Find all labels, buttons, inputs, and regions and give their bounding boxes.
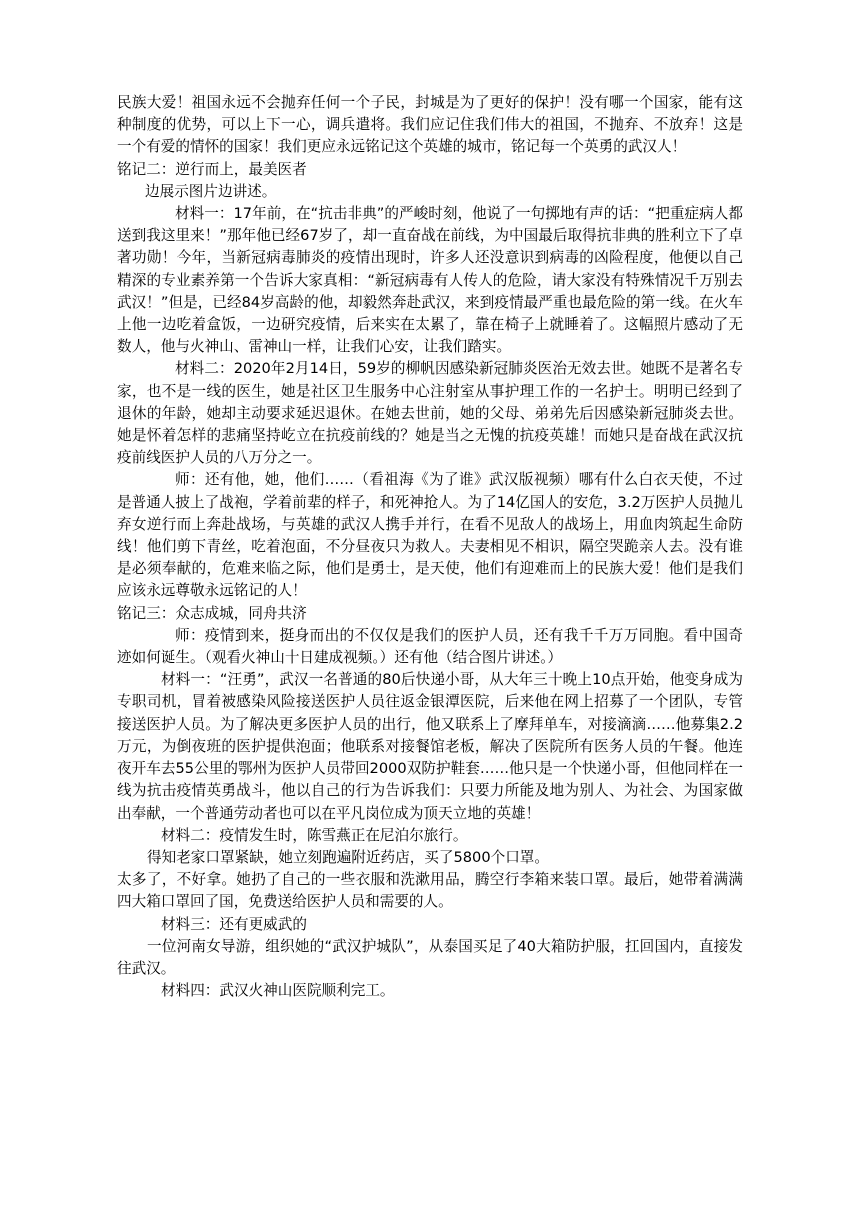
- paragraph-teacher-compatriots: 师：疫情到来，挺身而出的不仅仅是我们的医护人员，还有我千千万万同胞。看中国奇迹如何诞生。（观看火神山十日建成视频。）还有他（结合图片讲述。）: [117, 626, 743, 667]
- paragraph-material-two-nurse: 材料二：2020年2月14日，59岁的柳帆因感染新冠肺炎医治无效去世。她既不是著名专家，也不是一线的医生，她是社区卫生服务中心注射室从事护理工作的一名护士。明明已经到了退休的年龄，她却主动要求延迟退休。在她去世前，她的父母、弟弟先后因感染新冠肺炎去世。她是怀着怎样的悲痛坚持屹立在抗疫前线的？她是当之无愧的抗疫英雄！而她只是奋战在武汉抗疫前线医护人员的八万分之一。: [117, 360, 743, 467]
- paragraph-material-one-doctor: 材料一：17年前，在“抗击非典”的严峻时刻，他说了一句掷地有声的话：“把重症病人都送到我这里来！”那年他已经67岁了，却一直奋战在前线，为中国最后取得抗非典的胜利立下了卓著功勋！今年，当新冠病毒肺炎的疫情出现时，许多人还没意识到病毒的凶险程度，他便以自己精深的专业素养第一个告诉大家真相：“新冠病毒有人传人的危险，请大家没有特殊情况千万别去武汉！”但是，已经84岁高龄的他，却毅然奔赴武汉，来到疫情最严重也最危险的第一线。在火车上他一边吃着盒饭，一边研究疫情，后来实在太累了，靠在椅子上就睡着了。这幅照片感动了无数人，他与火神山、雷神山一样，让我们心安，让我们踏实。: [117, 205, 743, 356]
- section-heading-three: 铭记三：众志成城，同舟共济: [117, 604, 307, 622]
- paragraph-material-one-courier: 材料一：“汪勇”，武汉一名普通的80后快递小哥，从大年三十晚上10点开始，他变身成为专职司机，冒着被感染风险接送医护人员往返金银潭医院，后来他在网上招募了一个团队，专管接送医护人员。为了解决更多医护人员的出行，他又联系上了摩拜单车，对接滴滴……他募集2.2万元，为倒夜班的医护提供泡面；他联系对接餐馆老板，解决了医院所有医务人员的午餐。他连夜开车去55公里的鄂州为医护人员带回2000双防护鞋套……他只是一个快递小哥，但他同样在一线为抗击疫情英勇战斗，他以自己的行为告诉我们：只要力所能及地为别人、为社会、为国家做出奉献，一个普通劳动者也可以在平凡岗位成为顶天立地的英雄！: [117, 671, 743, 822]
- section-heading-two: 铭记二：逆行而上，最美医者: [117, 160, 307, 178]
- paragraph-teacher-medical-staff: 师：还有他，她，他们……（看祖海《为了谁》武汉版视频）哪有什么白衣天使，不过是普通人披上了战袍，学着前辈的样子，和死神抢人。为了14亿国人的安危，3.2万医护人员抛儿弃女逆行而上奔赴战场，与英雄的武汉人携手并行，在看不见敌人的战场上，用血肉筑起生命防线！他们剪下青丝，吃着泡面，不分昼夜只为救人。夫妻相见不相识，隔空哭跪亲人去。没有谁是必须奉献的，危难来临之际，他们是勇士，是天使，他们有迎难而上的民族大爱！他们是我们应该永远尊敬永远铭记的人！: [117, 471, 743, 600]
- paragraph-buy-masks: 得知老家口罩紧缺，她立刻跑遍附近药店，买了5800个口罩。: [147, 848, 549, 866]
- paragraph-material-two-traveler: 材料二：疫情发生时，陈雪燕正在尼泊尔旅行。: [161, 826, 468, 844]
- paragraph-national-love: 民族大爱！祖国永远不会抛弃任何一个子民，封城是为了更好的保护！没有哪一个国家，能有这种制度的优势，可以上下一心，调兵遣将。我们应记住我们伟大的祖国，不抛弃、不放弃！这是一个有爱的情怀的国家！我们更应永远铭记这个英雄的城市，铭记每一个英勇的武汉人！: [117, 94, 743, 156]
- paragraph-bring-masks-home: 太多了，不好拿。她扔了自己的一些衣服和洗漱用品，腾空行李箱来装口罩。最后，她带着满满四大箱口罩回了国，免费送给医护人员和需要的人。: [117, 871, 743, 911]
- paragraph-tour-guide: 一位河南女导游，组织她的“武汉护城队”，从泰国买足了40大箱防护服，扛回国内，直接发往武汉。: [117, 937, 743, 977]
- paragraph-material-four: 材料四：武汉火神山医院顺利完工。: [161, 982, 395, 1000]
- document-body: [117, 92, 743, 1002]
- paragraph-show-pictures: 边展示图片边讲述。: [145, 182, 277, 200]
- paragraph-material-three: 材料三：还有更威武的: [161, 915, 307, 933]
